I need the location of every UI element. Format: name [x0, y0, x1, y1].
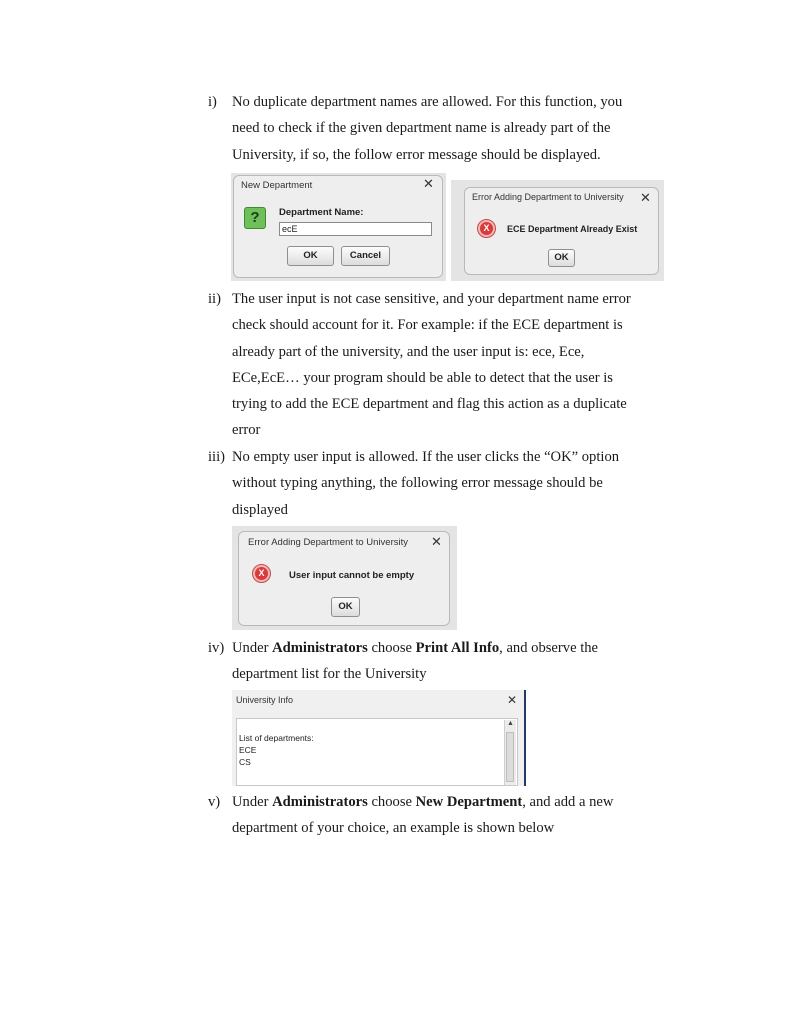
item-text-line: error [232, 422, 261, 439]
scrollbar-thumb[interactable] [506, 732, 514, 782]
item-text-line: check should account for it. For example: if the ECE department is [232, 317, 623, 334]
cancel-button[interactable]: Cancel [341, 246, 390, 266]
dialog-title: Error Adding Department to University [248, 537, 408, 548]
window-title: University Info [236, 695, 294, 705]
item-text-line: Under Administrators choose Print All Info, and observe the [232, 640, 599, 656]
item-text-line: ECe,EcE… your program should be able to detect that the user is [232, 369, 613, 386]
item-text-line: displayed [232, 501, 288, 518]
department-name-input[interactable]: ecE [279, 222, 432, 236]
dialog-title: New Department [241, 180, 313, 191]
item-text-line: University, if so, the follow error message should be displayed. [232, 146, 601, 163]
item-text-line: department list for the University [232, 666, 427, 683]
error-message: ECE Department Already Exist [507, 224, 638, 234]
new-department-screenshot [231, 173, 446, 281]
new-department-dialog [233, 175, 443, 278]
ok-button[interactable]: OK [548, 249, 575, 267]
university-info-screenshot [232, 690, 526, 786]
department-name-label: Department Name: [279, 207, 364, 218]
item-number: iii) [208, 449, 226, 465]
ok-button[interactable]: OK [331, 597, 360, 617]
department-list-area[interactable] [236, 718, 518, 786]
close-icon[interactable]: ✕ [423, 177, 434, 192]
item-text-line: The user input is not case sensitive, and your department name error [232, 291, 631, 307]
duplicate-error-dialog [464, 187, 659, 275]
item-text-line: trying to add the ECE department and flag this action as a duplicate [232, 396, 627, 413]
department-entry: ECE [239, 745, 257, 755]
ok-button[interactable]: OK [287, 246, 334, 266]
error-message: User input cannot be empty [289, 570, 415, 581]
close-icon[interactable]: ✕ [507, 693, 518, 707]
item-text-line: already part of the university, and the user input is: ece, Ece, [232, 343, 585, 360]
close-icon[interactable]: ✕ [431, 535, 442, 550]
item-text-line: Under Administrators choose New Department, and add a new [232, 794, 614, 810]
question-icon: ? [244, 207, 266, 229]
department-entry: CS [239, 757, 251, 767]
item-text-line: department of your choice, an example is shown below [232, 820, 555, 837]
scroll-up-icon[interactable]: ▲ [507, 720, 514, 727]
menu-name: Administrators [272, 640, 368, 656]
close-icon[interactable]: ✕ [640, 191, 651, 206]
item-text-line: without typing anything, the following error message should be [232, 475, 603, 492]
menu-option-name: New Department [415, 794, 523, 810]
duplicate-error-screenshot [451, 180, 664, 281]
vertical-scrollbar[interactable] [504, 720, 516, 785]
error-icon: X [252, 564, 271, 583]
department-list-heading: List of departments: [239, 733, 314, 743]
menu-name: Administrators [272, 794, 368, 810]
item-number: iv) [208, 640, 225, 656]
item-text-line: need to check if the given department name is already part of the [232, 120, 611, 137]
item-text-line: No duplicate department names are allowed. For this function, you [232, 94, 623, 110]
empty-error-screenshot [232, 526, 457, 630]
empty-error-dialog [238, 531, 450, 626]
dialog-title: Error Adding Department to University [472, 192, 624, 202]
item-text-line: No empty user input is allowed. If the user clicks the “OK” option [232, 449, 620, 465]
item-number: v) [208, 794, 221, 810]
item-number: ii) [208, 291, 221, 307]
menu-option-name: Print All Info [415, 640, 500, 656]
error-icon: X [477, 219, 496, 238]
item-number: i) [208, 94, 217, 110]
